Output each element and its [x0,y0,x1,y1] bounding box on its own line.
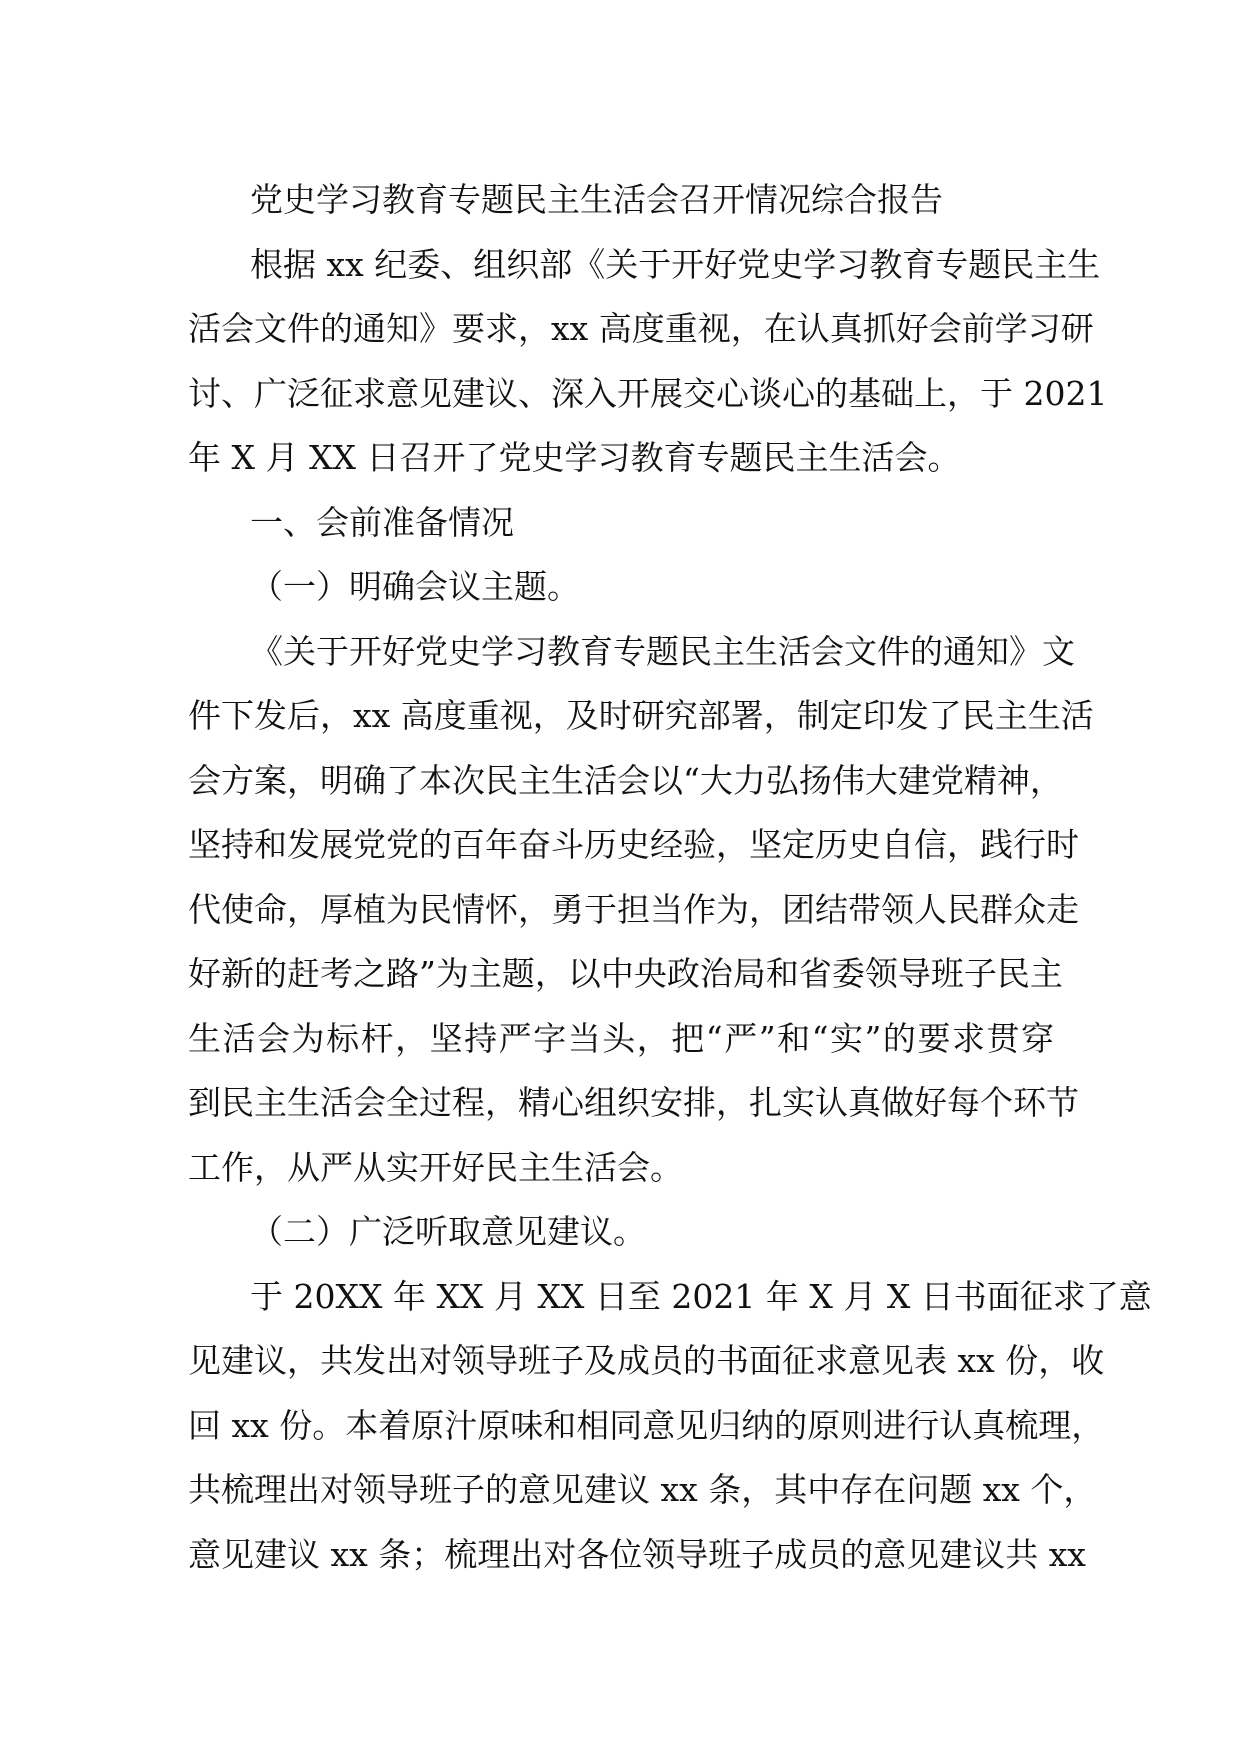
paragraph-1-line-1: 根据 xx 纪委、组织部《关于开好党史学习教育专题民主生 [250,244,1101,284]
paragraph-2-line-8: 到民主生活会全过程，精心组织安排，扎实认真做好每个环节 [188,1083,1079,1122]
paragraph-2-line-2: 件下发后，xx 高度重视，及时研究部署，制定印发了民主生活 [188,696,1094,735]
paragraph-3-line-2: 见建议，共发出对领导班子及成员的书面征求意见表 xx 份，收 [188,1341,1105,1380]
paragraph-2-line-5: 代使命，厚植为民情怀，勇于担当作为，团结带领人民群众走 [188,889,1079,929]
subheading-2: （二）广泛听取意见建议。 [250,1212,646,1251]
paragraph-1-line-3: 讨、广泛征求意见建议、深入开展交心谈心的基础上，于 2021 [188,373,1108,413]
document-title: 党史学习教育专题民主生活会召开情况综合报告 [250,180,943,219]
paragraph-3-line-1: 于 20XX 年 XX 月 XX 日至 2021 年 X 月 X 日书面征求了意 [250,1276,1152,1316]
paragraph-2-line-1: 《关于开好党史学习教育专题民主生活会文件的通知》文 [250,631,1075,671]
paragraph-1-line-4: 年 X 月 XX 日召开了党史学习教育专题民主生活会。 [188,438,961,477]
section-heading-1: 一、会前准备情况 [250,502,514,542]
paragraph-3-line-5: 意见建议 xx 条；梳理出对各位领导班子成员的意见建议共 xx [188,1534,1086,1574]
document-body [188,168,1152,1587]
paragraph-1-line-2: 活会文件的通知》要求，xx 高度重视，在认真抓好会前学习研 [188,309,1094,348]
paragraph-3-line-3: 回 xx 份。本着原汁原味和相同意见归纳的原则进行认真梳理， [188,1405,1105,1445]
paragraph-3-line-4: 共梳理出对领导班子的意见建议 xx 条，其中存在问题 xx 个， [188,1470,1097,1509]
paragraph-2-line-7: 生活会为标杆，坚持严字当头，把“严”和“实”的要求贯穿 [188,1018,1054,1058]
subheading-1: （一）明确会议主题。 [250,567,580,606]
paragraph-2-line-9: 工作，从严从实开好民主生活会。 [188,1147,683,1187]
paragraph-2-line-3: 会方案，明确了本次民主生活会以“大力弘扬伟大建党精神， [188,760,1063,800]
paragraph-2-line-6: 好新的赶考之路”为主题，以中央政治局和省委领导班子民主 [188,954,1063,993]
paragraph-2-line-4: 坚持和发展党党的百年奋斗历史经验，坚定历史自信，践行时 [188,825,1079,864]
